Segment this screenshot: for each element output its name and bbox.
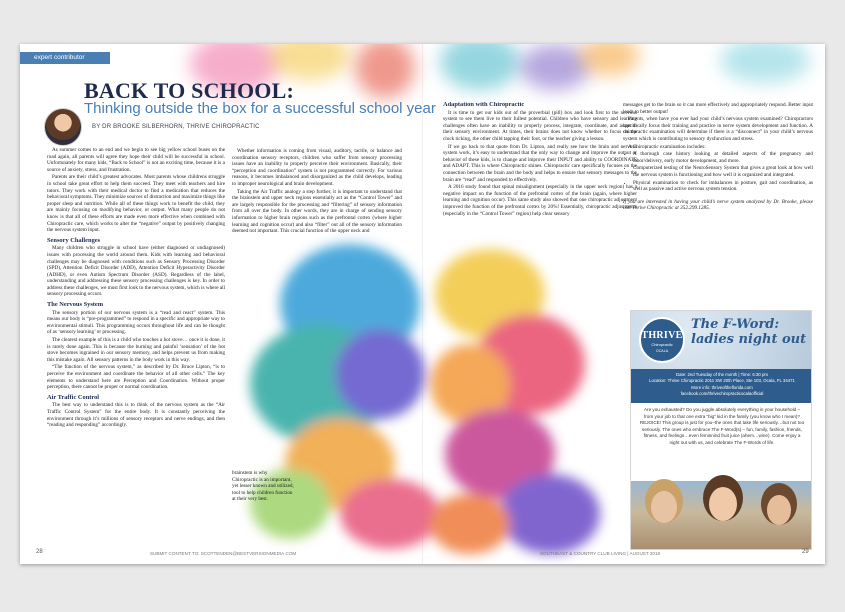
paragraph: The sensory portion of our nervous system is a “read and react” system. This means our body is “pre-programmed” to respond in a specific and appropriate way to environmental stimuli. This programming occurs throughout life and can be thought of as ‘sensory learning’ or processing. [47, 309, 225, 336]
splash [270, 44, 350, 80]
event-facebook: facebook.com/thrivechiropracticocalaofficial [680, 391, 764, 397]
paragraph: The best way to understand this is to think of the nervous system as the “Air Traffic Control System” for the entire body. It is constantly perceiving the environment through it’s millions of sensory receptors and nerve endings, and then “reading and responding” accordingly. [47, 402, 225, 429]
byline: BY DR BROOKE SILBERHORN, THRIVE CHIROPRACTIC [92, 124, 260, 130]
section-heading: Adaptation with Chiropractic [443, 102, 525, 108]
face [651, 491, 677, 523]
paragraph: Taking the Air Traffic analogy a step further, it is important to understand that the brainstem and upper neck regions essentially act as the “Control Tower” and are largely responsible for the processing and “filtering” of sensory information from all over the body. In other words, they are in charge of sending sensory information to higher brain regions such as the prefrontal cortex (where higher learning and cognition occur) and also “filter” out all of the sensory information deemed not important. This crucial function of the upper neck and [232, 188, 402, 235]
splash [440, 44, 520, 90]
article-title: BACK TO SCHOOL: [84, 78, 295, 103]
column-2-continued [232, 470, 294, 555]
list-item: • Physical examination to check for imbalances in posture, gait and coordination, as well as passive and active nervous system tension. [633, 180, 813, 193]
section-heading: The Nervous System [47, 301, 104, 309]
logo-main: THRIVE [641, 330, 683, 341]
column-4 [623, 102, 813, 312]
paragraph: It is time to get our kids out of the proverbial (pill) box and look first to the nervous system to see them live to their fullest potential. Children who have sensory and learning challenges often have an inability to properly process, integrate, coordinate, and adapt to their sensory environment. At times, their brains does not know whether to focus on the clock ticking, the other child tapping their foot, or the teacher giving a lesson. [443, 109, 637, 142]
section-heading: Sensory Challenges [47, 236, 101, 244]
splash [355, 44, 415, 98]
logo-city: OCALA [655, 349, 669, 353]
event-advertisement [630, 310, 812, 550]
section-heading: Air Traffic Control [47, 393, 100, 401]
logo-sub: Chiropractic [651, 342, 673, 347]
column-2 [232, 148, 402, 378]
footer-left: SUBMIT CONTENT TO: SCOTTENDEN@BESTVERSIONMEDIA.COM [150, 551, 297, 556]
paragraph: A 2016 study found that spinal misalignment (especially in the upper neck region) has a negative impact on the function of the prefrontal cortex of the brain (again, where higher learning and cognition occur). This same study also showed that one chiropractic adjustment improved the function of the prefrontal cortex by 20%! Essentially, chiropractic adjustments (especially in the “Control Tower” region) help clear sensory [443, 184, 637, 217]
author-avatar [44, 108, 82, 146]
event-location: Location: Thrive Chiropractic 2011 SW 20th Place, Ste 103, Ocala, FL 34471 [649, 378, 795, 384]
article-subtitle: Thinking outside the box for a successful school year [84, 100, 436, 117]
ad-header [631, 311, 812, 369]
footer-right: SOUTHEAST & COUNTRY CLUB LIVING | AUGUST 2018 [540, 551, 661, 556]
thrive-logo [639, 317, 685, 363]
ad-title: The F-Word: ladies night out [691, 317, 807, 347]
list-item: • A thorough case history looking at detailed aspects of the pregnancy and labor/delivery, early motor development, and more. [633, 151, 813, 164]
paragraph: messages get to the brain so it can more effectively and appropriately respond. Better input leads to better output! [623, 102, 813, 115]
magazine-spread [20, 44, 825, 564]
section-tag: expert contributor [20, 52, 110, 64]
women-photo [631, 481, 812, 550]
closing-note: If you are interested in having your child’s nerve system analyzed by Dr. Brooke, please call Thrive Chiropractic at 352.299.1285. [623, 198, 813, 212]
splash [720, 44, 810, 83]
ad-body: Are you exhausted? Do you juggle absolutely everything in your household – from your job to that one extra “big” kid in the family (you know who I mean)? REJOICE! This group is just for you–the ones that take life seriously…but not too seriously. The ones who embrace The F-Word(s) – fun, family, fashion, friends, fitness, and feelings…even feminnind fruit juice (ahem…wine). Come enjoy a night out with us, and celebrate The F-Words of life. [639, 407, 805, 445]
column-1 [47, 147, 225, 557]
paragraph: As summer comes to an end and we begin to see big yellow school buses on the road again, all parents will agree they hope their child will be successful in school. Unfortunately for many kids, “Back to School” is not an exciting time, because it is a source of anxiety, stress, and frustration. [47, 147, 225, 173]
paragraph: Parents are their child’s greatest advocates. Most parents whose childrens struggle in school take great effort to help them succeed. They meet with teachers and hire tutors. They work with their medical doctor to find a medication that reduces the behavioral symptoms. They minimize sources of distraction and maximize things like proper sleep and nutrition. While all of these things work to benefit the child, they are mainly focusing on modifying behavior, or output. What many people do not know is that all of these efforts are made even more effective when combined with Chiropractic care, which works to alter the “negative” output by positively changing the nervous system input. [47, 174, 225, 234]
face [709, 487, 737, 521]
page-number-right: 29 [802, 549, 809, 555]
paragraph: Many children who struggle in school have (either diagnosed or undiagnosed) issues with processing the world around them. Kids with learning and behavioral challenges may be diagnosed with conditions such as Sensory Processing Disorder (SPD), Attention Deficit Disorder (ADD), Attention Deficit Hyperactivity Disorder (ADHD), or even Autism Spectrum Disorder (ASD). Regardless of the label, understanding and addressing these sensory processing challenges is key. In order to address these challenges, we must first look to the nervous system, which is where all sensory processing occurs. [47, 245, 225, 298]
column-3 [443, 102, 637, 392]
paragraph: If we go back to that quote from Dr. Lipton, and really see how the brain and nervous system work, it’s easy to understand that the only way to change and improve the output or behavior of these kids, is to change and improve their INPUT and ability to COORDINATE and ADAPT. This is where Chiropractic shines. Chiropractic care specifically focuses on the connection between the brain and the body and helps to ensure that sensory messages to the brain are “read” and responded to effectively. [443, 143, 637, 183]
paragraph: brainstem is why Chiropractic is an important, yet lesser known and utilized, tool to help children function at their very best. [232, 470, 294, 503]
exam-list [623, 151, 813, 193]
paragraph: “The function of the nervous system,” as described by Dr. Bruce Lipton, “is to perceive the environment and coordinate the behavior of all other cells.” The key elements to understand here are Perception and Coordination. Without proper perception, there cannot be proper or normal coordination. [47, 364, 225, 391]
ad-event-info [631, 369, 812, 403]
paragraph: Whether information is coming from visual, auditory, tactile, or balance and coordination sensory receptors, children who suffer from sensory processing issues have an inability to properly perceive their environment. Basically, their “perception and coordination” system is not programmed correctly. For various reasons, it becomes imbalanced and disorganized as the child develops, leading to improper neurological and brain development. [232, 148, 402, 187]
face [767, 495, 791, 525]
paragraph: The clearest example of this is a child who touches a hot stove… once it is done, it is rarely done again. This is because the burning and painful ‘sensation’ of the hot stove becomes ingrained in our sensory memory, and helps prevent us from making this mistake again. All sensory patterns in the body work in this way. [47, 337, 225, 363]
splash [520, 44, 590, 90]
paragraph: A Chiropractic examination includes: [628, 143, 706, 150]
page-number-left: 28 [36, 549, 43, 555]
event-more-info: More info: thriveoftheflorida.com [691, 384, 753, 390]
list-item: • Computerized testing of the NeuroSensory System that gives a great look at how well the nervous system is functioning and how well it is organized and integrated. [633, 165, 813, 178]
paragraph: Parents, when have you ever had your child’s nervous system examined? Chiropractors specifically focus their training and practice in nerve system development and function. A chiropractic examination will determine if there is a “disconnect” in your child’s nervous system which is contributing to sensory dysfunction and stress. [623, 116, 813, 142]
event-date: Date: 2nd Tuesday of the month | Time: 6:30 pm [676, 372, 768, 377]
